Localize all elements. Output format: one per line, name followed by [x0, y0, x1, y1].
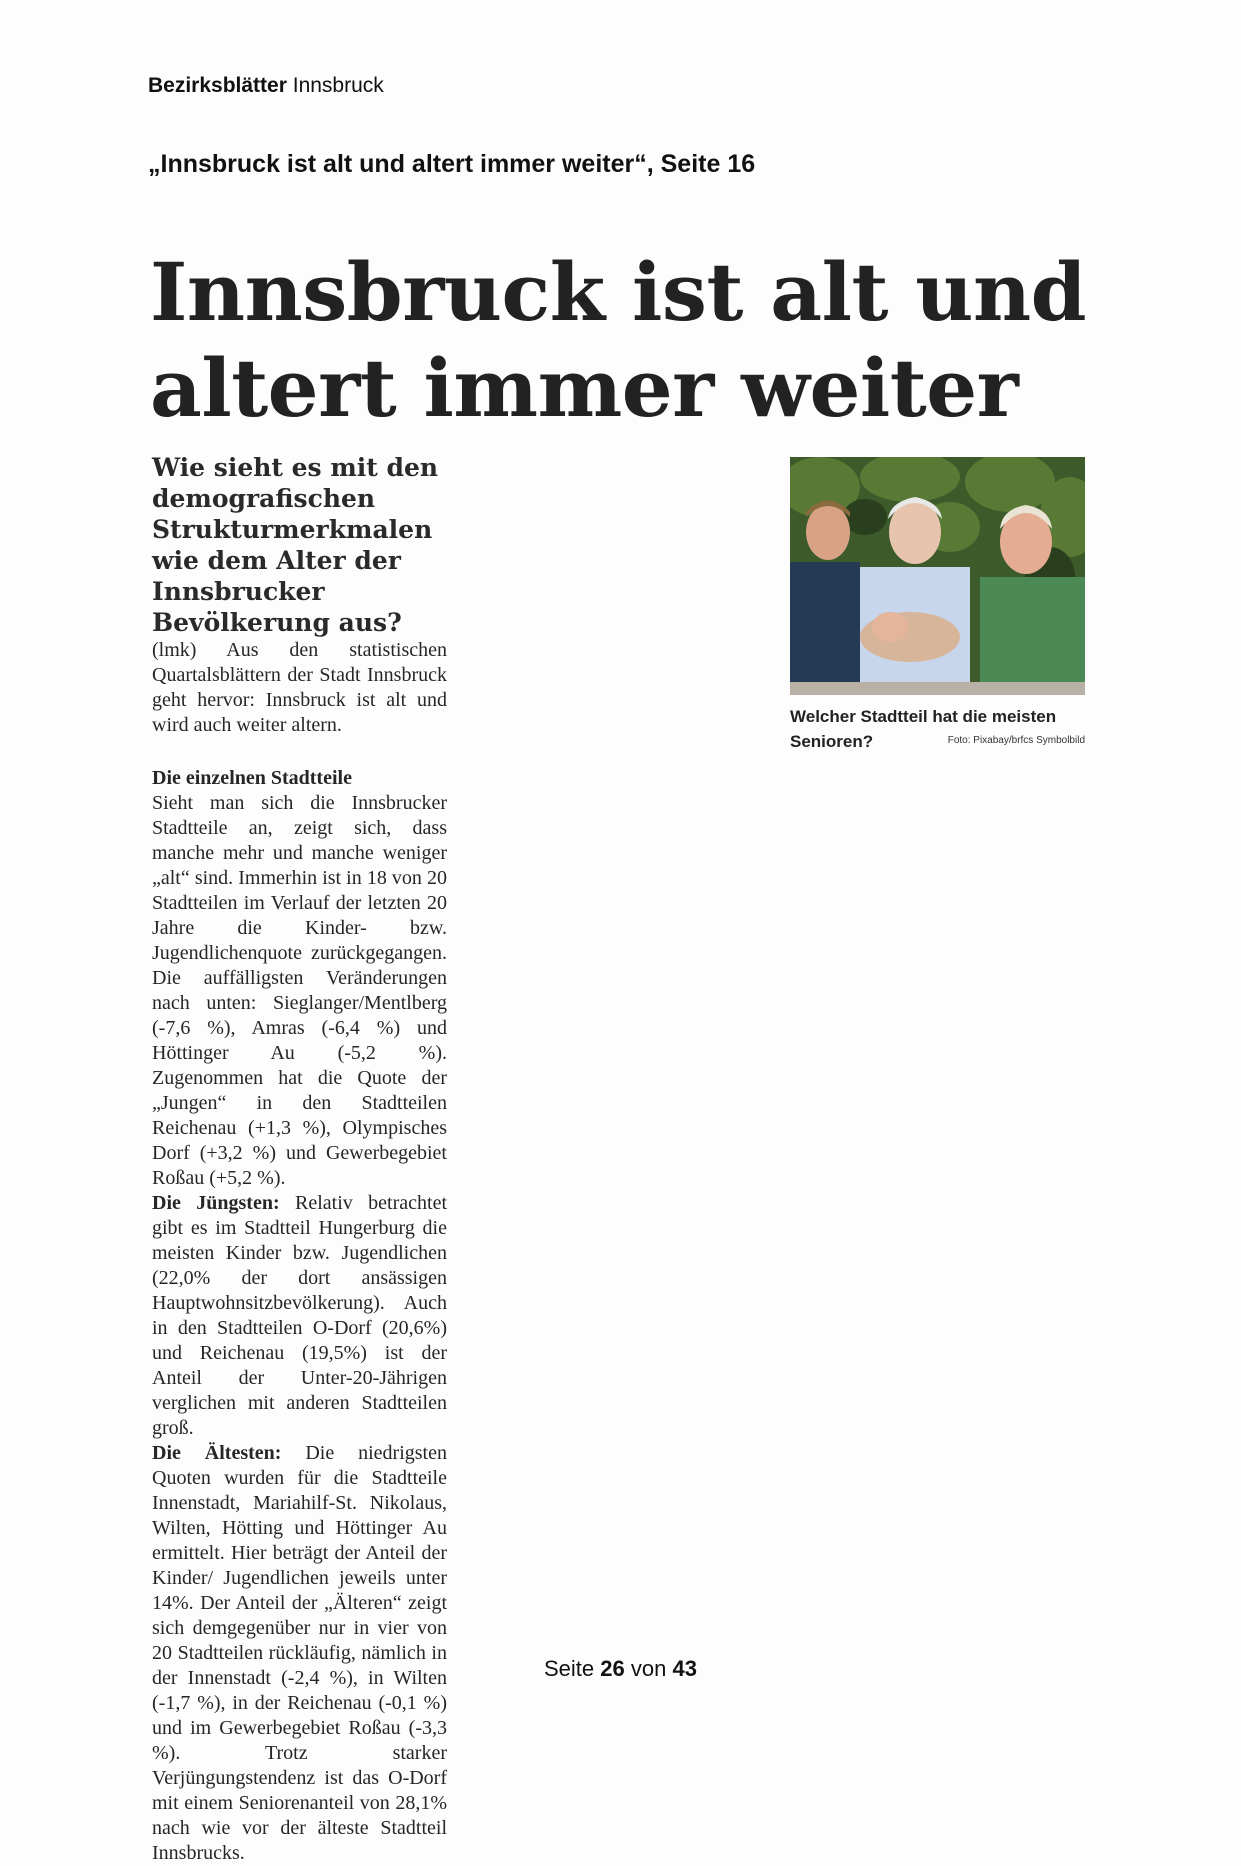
publication-header: [148, 74, 384, 98]
youngest-text: Relativ betrachtet gibt es im Stadtteil Hungerburg die meisten Kinder bzw. Jugendlichen (22,0% der dort ansässigen Hauptwohnsitzbevölkerung). Auch in den Stadtteilen O-Dorf (20,6%) und Reichenau (19,5%) ist der Anteil der Unter-20-Jährigen verglichen mit anderen Stadtteilen groß.: [152, 1192, 448, 1439]
article-lead: Wie sieht es mit den demografischen Strukturmerkmalen wie dem Alter der Innsbrucker Bevölkerung aus?: [152, 453, 439, 637]
article-paragraph-districts: [152, 791, 447, 1866]
districts-text: Sieht man sich die Innsbrucker Stadtteile an, zeigt sich, dass manche mehr und manche weniger „alt“ sind. Immerhin ist in 18 von 20 Stadtteilen im Verlauf der letzten 20 Jahre die Kinder- bzw. Jugendlichenquote zurückgegangen. Die auffälligsten Veränderungen nach unten: Sieglanger/Mentlberg (-7,6 %), Amras (-6,4 %) und Höttinger Au (-5,2 %). Zugenommen hat die Quote der „Jungen“ in den Stadtteilen Reichenau (+1,3 %), Olympisches Dorf (+3,2 %) und Gewerbegebiet Roßau (+5,2 %).: [152, 792, 447, 1189]
page-label: Seite: [544, 1656, 595, 1681]
article-headline: [150, 244, 1090, 436]
current-page: 26: [600, 1656, 625, 1681]
oldest-runin: Die Ältesten:: [152, 1442, 282, 1464]
article-subhead: Die einzelnen Stadtteile: [152, 767, 352, 789]
article-photo: [790, 457, 1085, 695]
photo-caption: Welcher Stadtteil hat die meisten Senioren?: [790, 707, 1057, 751]
page-number: [0, 1656, 1241, 1682]
article-intro: (lmk) Aus den statistischen Quartalsblättern der Stadt Innsbruck geht hervor: Innsbruck ist alt und wird auch weiter altern.: [152, 639, 447, 736]
oldest-text: Die niedrigsten Quoten wurden für die Stadtteile Innenstadt, Mariahilf-St. Nikolaus, Wilten, Hötting und Höttinger Au ermittelt. Hier beträgt der Anteil der Kinder/ Jugendlichen jeweils unter 14%. Der Anteil der „Älteren“ zeigt sich demgegenüber nur in vier von 20 Stadtteilen rückläufig, nämlich in der Innenstadt (-2,4 %), in Wilten (-1,7 %), in der Reichenau (-0,1 %) und im Gewerbegebiet Roßau (-3,3 %). Trotz starker Verjüngungstendenz ist das O-Dorf mit einem Seniorenanteil von 28,1% nach wie vor der älteste Stadtteil Innsbrucks.: [152, 1442, 447, 1864]
headline-line-1: Innsbruck ist alt und: [150, 245, 1087, 339]
headline-line-2: altert immer weiter: [150, 341, 1019, 435]
photo-caption-block: [790, 704, 1085, 754]
publication-name: Bezirksblätter: [148, 74, 287, 97]
page-of-label: von: [630, 1656, 667, 1681]
publication-edition: Innsbruck: [292, 74, 384, 97]
article-column-1: [152, 452, 447, 1866]
total-pages: 43: [672, 1656, 697, 1681]
article-reference: „Innsbruck ist alt und altert immer weiter“, Seite 16: [148, 150, 756, 178]
youngest-runin: Die Jüngsten:: [152, 1192, 280, 1214]
photo-credit: Foto: Pixabay/brfcs Symbolbild: [947, 735, 1085, 746]
